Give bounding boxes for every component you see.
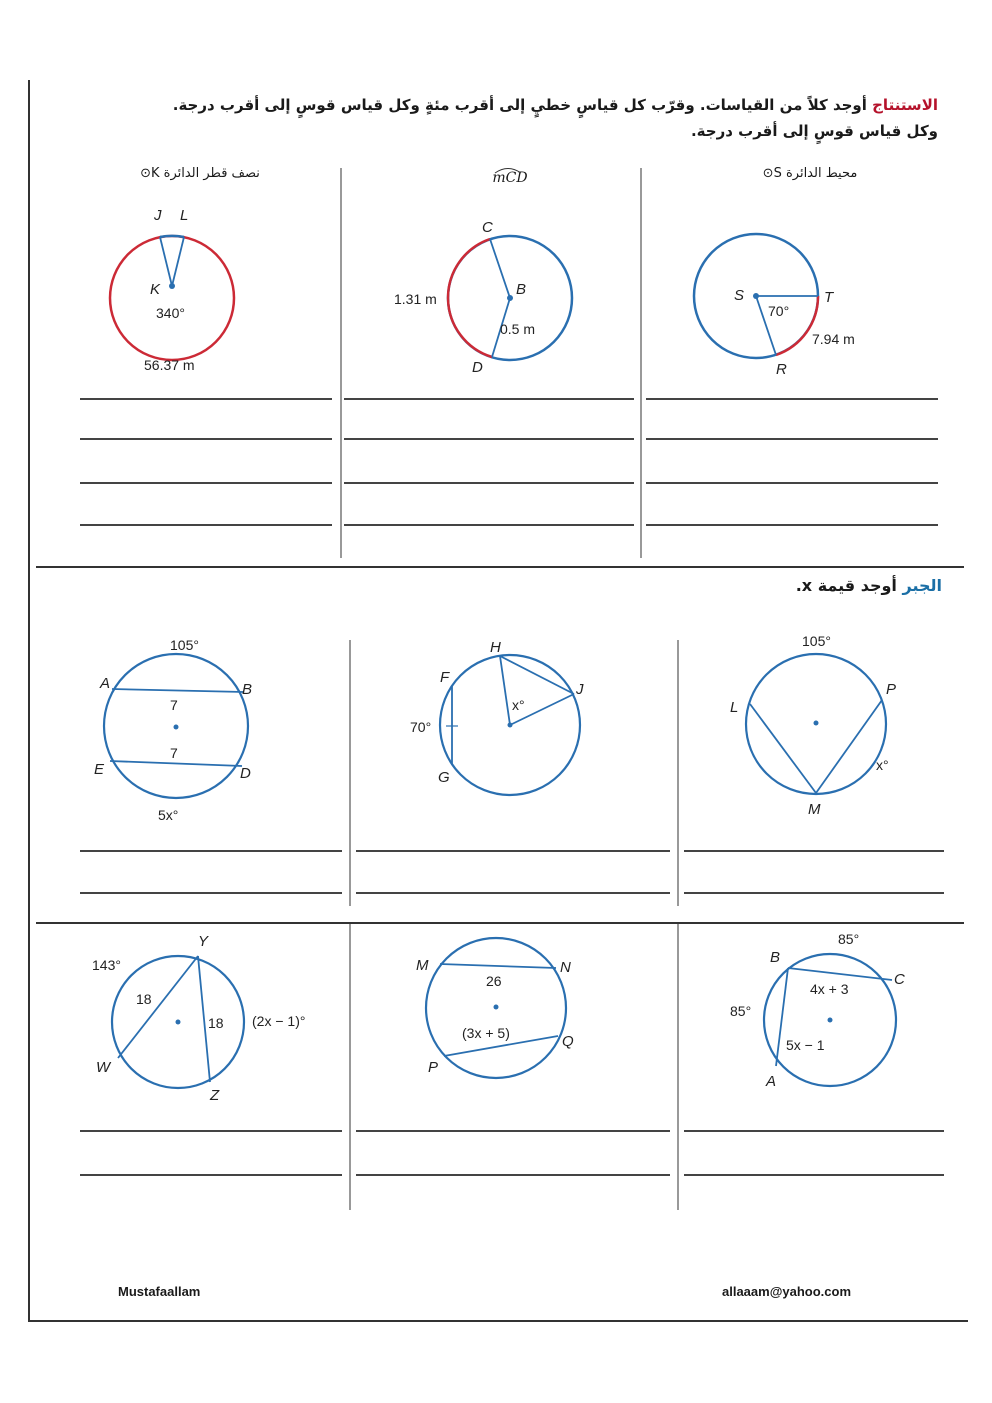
point-b-label: B [242,681,253,698]
column-divider [677,924,679,1210]
column-divider [349,924,351,1210]
answer-line[interactable] [684,1174,944,1176]
chord-wy-label: 18 [136,991,152,1007]
point-p-label: P [886,681,897,698]
algebra-q2-diagram [400,630,660,830]
point-f-label: F [440,669,450,686]
point-h-label: H [490,639,501,656]
arc-top-label: 105° [802,633,831,649]
point-n-label: N [560,959,571,976]
problem-1-caption: نصف قطر الدائرة K⊙ [140,166,260,181]
answer-line[interactable] [344,398,634,400]
point-t-label: T [824,289,834,306]
answer-line[interactable] [344,482,634,484]
chord-ab-label: 7 [170,697,178,713]
algebra-keyword: الجبر [902,576,942,595]
point-m-label: M [808,801,821,818]
problem-3-caption: محيط الدائرة S⊙ [762,166,858,181]
answer-line[interactable] [646,438,938,440]
section-divider [36,922,964,924]
point-l-label: L [180,207,189,224]
answer-line[interactable] [356,892,670,894]
answer-line[interactable] [80,1130,342,1132]
answer-line[interactable] [356,1130,670,1132]
reasoning-instructions [50,92,938,144]
point-a-label: A [766,1073,777,1090]
point-l-label: L [730,699,739,716]
point-d-label: D [240,765,251,782]
answer-line[interactable] [684,892,944,894]
algebra-instruction: أوجد قيمة x. [795,576,897,595]
column-divider [640,168,642,558]
chord-mn-label: 26 [486,973,502,989]
instruction-line-1: أوجد كلاً من القياسات. وقرّب كل قياسٍ خطيٍ إلى أقرب مئةٍ وكل قياس قوسٍ إلى أقرب درجة. [172,96,867,114]
radius-label: 0.5 m [500,321,536,337]
answer-line[interactable] [646,398,938,400]
arc-bottom-label: 5x° [158,807,179,823]
answer-line[interactable] [80,524,332,526]
arc-length-label: 56.37 m [144,357,195,373]
answer-line[interactable] [80,438,332,440]
point-p-label: P [428,1059,439,1076]
answer-line[interactable] [646,524,938,526]
chord-pq-label: (3x + 5) [462,1025,510,1041]
arc-340-label: 340° [156,305,185,321]
answer-line[interactable] [344,524,634,526]
circle-k-diagram [80,200,320,380]
author-name: Mustafaallam [118,1284,201,1299]
problem-2-caption: mCD [492,170,528,186]
section-divider [36,566,964,568]
chord-ab-label: 5x − 1 [786,1037,825,1053]
algebra-q6-diagram [720,930,980,1110]
answer-line[interactable] [646,482,938,484]
algebra-q4-diagram [80,930,340,1110]
arc-x-label: x° [876,757,889,773]
column-divider [349,640,351,906]
point-b-label: B [770,949,781,966]
point-c-label: C [482,219,493,236]
point-z-label: Z [210,1087,220,1104]
point-c-label: C [894,971,905,988]
point-j-label: J [154,207,162,224]
reasoning-keyword: الاستنتاج [872,96,938,114]
arc-top-label: 105° [170,637,199,653]
answer-line[interactable] [80,892,342,894]
algebra-instructions [560,576,942,595]
answer-line[interactable] [80,1174,342,1176]
arc-length-label: 7.94 m [812,331,855,347]
arc-143-label: 143° [92,957,121,973]
instruction-line-2: وكل قياس قوسٍ إلى أقرب درجة. [690,122,938,140]
center-s-label: S [734,287,745,304]
point-j-label: J [576,681,584,698]
arc-fg-label: 70° [410,719,432,735]
chord-yz-label: 18 [208,1015,224,1031]
chord-ed-label: 7 [170,745,178,761]
algebra-q1-diagram [80,630,340,830]
arc-length-label: 1.31 m [394,291,437,307]
arc-2x-label: (2x − 1)° [252,1013,306,1029]
circle-b-diagram [380,200,620,380]
answer-line[interactable] [684,1130,944,1132]
algebra-q3-diagram [720,630,980,830]
column-divider [677,640,679,906]
answer-line[interactable] [356,1174,670,1176]
answer-line[interactable] [684,850,944,852]
point-r-label: R [776,361,787,378]
center-b-label: B [516,281,527,298]
center-k-label: K [150,281,161,298]
point-e-label: E [94,761,105,778]
answer-line[interactable] [80,482,332,484]
arc-ab-label: 85° [730,1003,752,1019]
circle-s-diagram [670,200,910,380]
arc-bc-label: 85° [838,931,860,947]
answer-line[interactable] [344,438,634,440]
point-w-label: W [96,1059,111,1076]
point-y-label: Y [198,933,209,950]
point-q-label: Q [562,1033,574,1050]
answer-line[interactable] [80,398,332,400]
author-email[interactable]: allaaam@yahoo.com [722,1284,852,1299]
angle-x-label: x° [512,697,525,713]
point-m-label: M [416,957,429,974]
point-a-label: A [100,675,111,692]
point-d-label: D [472,359,483,376]
angle-70-label: 70° [768,303,790,319]
column-divider [340,168,342,558]
chord-bc-label: 4x + 3 [810,981,849,997]
point-g-label: G [438,769,450,786]
answer-line[interactable] [80,850,342,852]
answer-line[interactable] [356,850,670,852]
algebra-q5-diagram [400,930,660,1110]
